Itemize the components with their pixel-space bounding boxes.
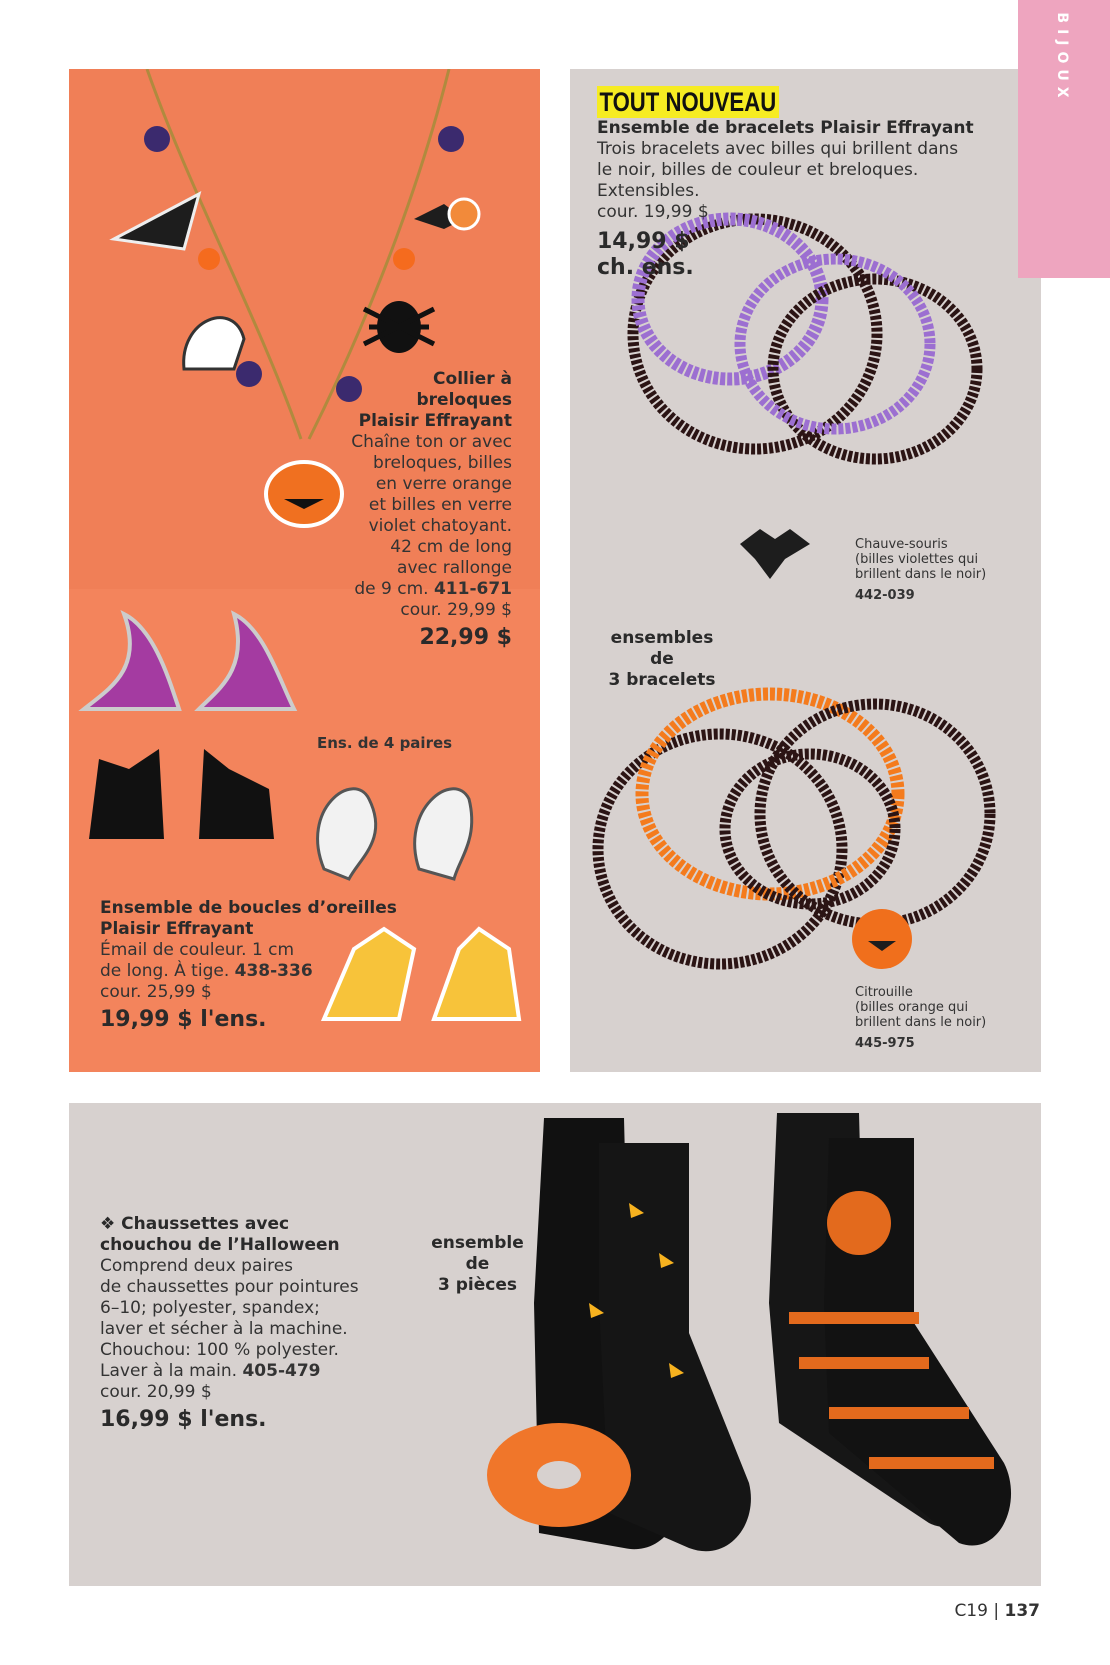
page-number [954,1601,1040,1621]
earrings-sku: 438-336 [234,961,313,981]
bracelets-price-unit: ch. ens. [597,255,694,280]
bat-bracelet-caption [855,537,1025,603]
page-separator: | [993,1601,1000,1621]
necklace-desc-line: et billes en verre [368,495,512,515]
necklace-desc-line: violet chatoyant. [368,516,512,536]
socks-desc-line: de chaussettes pour pointures [100,1277,359,1297]
necklace-price: 22,99 $ [419,625,512,650]
bracelets-title: Ensemble de bracelets Plaisir Effrayant [597,118,974,138]
new-badge: TOUT NOUVEAU [597,86,779,118]
socks-title-1: ❖ Chaussettes avec [100,1214,290,1234]
bracelets-desc-line: le noir, billes de couleur et breloques. Extensibles. [597,160,919,201]
socks-set-label [420,1233,535,1296]
necklace-title-3: Plaisir Effrayant [358,411,512,431]
section-tab-label: BIJOUX [1054,12,1070,104]
necklace-desc-line: en verre orange [375,474,512,494]
necklace-title-2: breloques [416,390,512,410]
section-tab [1018,0,1110,278]
necklace-sku: 411-671 [433,579,512,599]
socks-desc-last: Laver à la main. 405-479 [100,1361,321,1381]
bat-sku: 442-039 [855,588,915,603]
necklace-regular-price: cour. 29,99 $ [400,600,512,620]
earrings-price: 19,99 $ l'ens. [100,1007,267,1032]
socks-price: 16,99 $ l'ens. [100,1407,267,1432]
earrings-desc-line: Émail de couleur. 1 cm [100,940,295,960]
socks-desc-line: Comprend deux paires [100,1256,294,1276]
socks-description [100,1214,400,1432]
socks-desc-line: 6–10; polyester, spandex; [100,1298,320,1318]
catalog-section: C19 [954,1601,988,1621]
pumpkin-bracelet-caption [855,985,1025,1051]
earrings-description [100,898,400,1032]
necklace-desc-line: breloques, billes [373,453,512,473]
socks-sku: 405-479 [242,1361,321,1381]
earrings-set-label: Ens. de 4 paires [317,734,453,752]
necklace-desc-line: avec rallonge [397,558,512,578]
socks-set-label-1: ensemble de [431,1233,524,1274]
earrings-regular-price: cour. 25,99 $ [100,982,212,1002]
socks-set-label-2: 3 pièces [438,1275,517,1295]
socks-desc-line: laver et sécher à la machine. [100,1319,348,1339]
necklace-desc-line: Chaîne ton or avec [351,432,512,452]
bracelets-set-label-1: ensembles de [610,628,714,669]
necklace-description [300,369,512,650]
bracelets-set-label-2: 3 bracelets [608,670,716,690]
socks-desc-line: Chouchou: 100 % polyester. [100,1340,339,1360]
page-number-value: 137 [1004,1601,1040,1621]
pumpkin-name: Citrouille [855,985,913,1000]
bracelets-regular-price: cour. 19,99 $ [597,202,709,222]
socks-regular-price: cour. 20,99 $ [100,1382,212,1402]
pumpkin-detail-2: brillent dans le noir) [855,1015,987,1030]
bat-detail-2: brillent dans le noir) [855,567,987,582]
bat-detail-1: (billes violettes qui [855,552,979,567]
necklace-desc-last: de 9 cm. 411-671 [354,579,512,599]
earrings-title-1: Ensemble de boucles d’oreilles [100,898,397,918]
bracelets-price: 14,99 $ [597,229,690,254]
bracelets-desc-line: Trois bracelets avec billes qui brillent dans [597,139,959,159]
pumpkin-sku: 445-975 [855,1036,915,1051]
necklace-desc-line: 42 cm de long [390,537,512,557]
bracelets-description [597,118,1017,281]
bat-name: Chauve-souris [855,537,948,552]
earrings-title-2: Plaisir Effrayant [100,919,254,939]
earrings-desc-last: de long. À tige. 438-336 [100,961,313,981]
bracelets-set-label [602,628,722,691]
socks-title-2: chouchou de l’Halloween [100,1235,340,1255]
necklace-title-1: Collier à [433,369,512,389]
pumpkin-detail-1: (billes orange qui [855,1000,969,1015]
